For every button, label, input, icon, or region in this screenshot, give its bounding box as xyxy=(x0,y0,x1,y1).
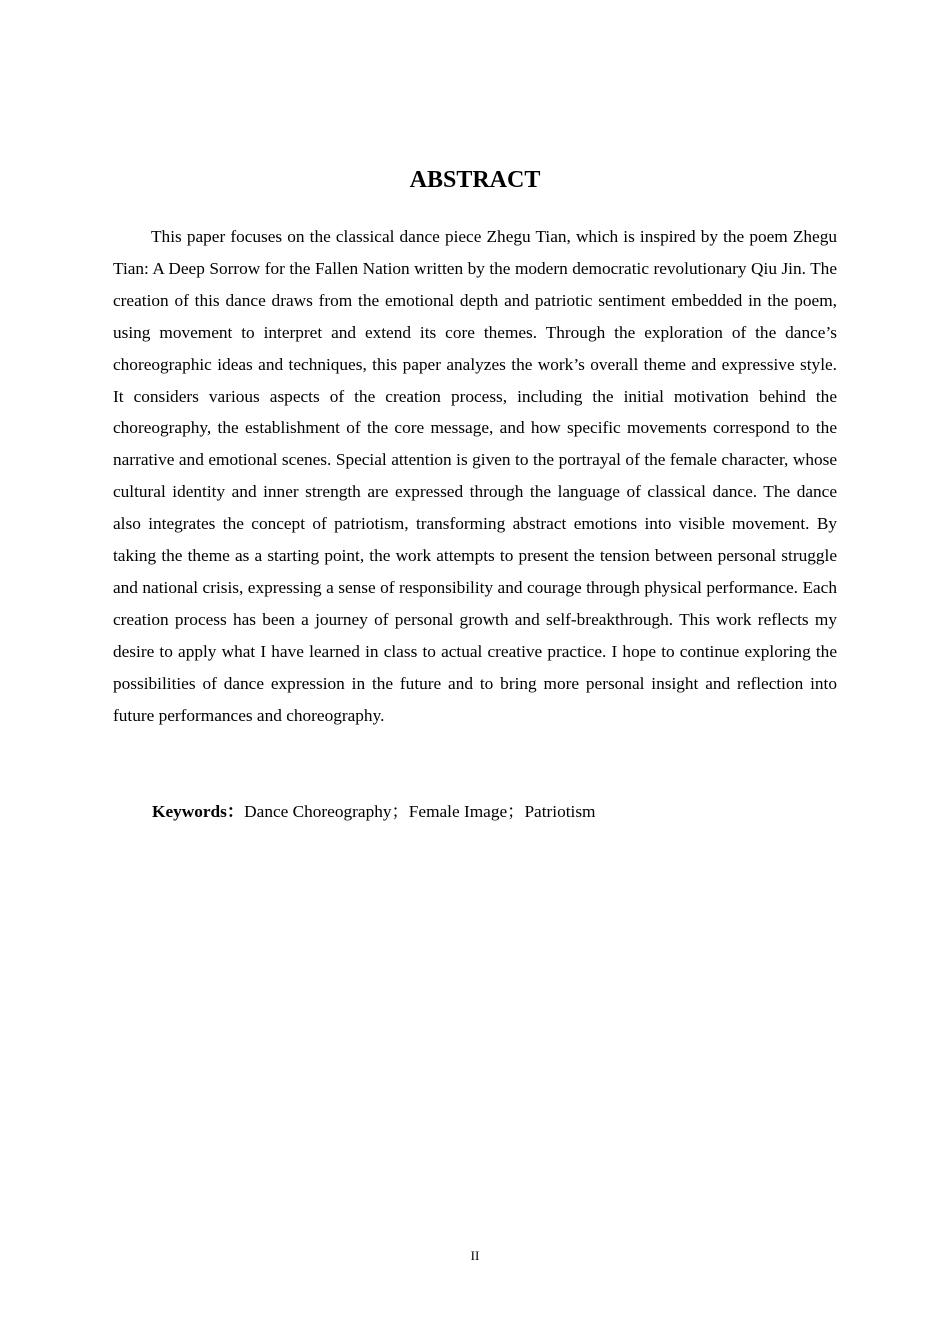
keyword-item: Dance Choreography； xyxy=(244,802,409,821)
page-number: II xyxy=(470,1248,480,1263)
keywords-line xyxy=(152,797,837,827)
keywords-label: Keywords： xyxy=(152,802,245,821)
keyword-item: Female Image； xyxy=(408,802,525,821)
abstract-body: This paper focuses on the classical dance piece Zhegu Tian, which is inspired by the poem Zhegu Tian: A Deep Sorrow for the Fallen Nation written by the modern democratic revolutionary Qiu Jin. The creation of this dance draws from the emotional depth and patriotic sentiment embedded in the poem, using movement to interpret and extend its core themes. Through the exploration of the dance’s choreographic ideas and techniques, this paper analyzes the work’s overall theme and expressive style. It considers various aspects of the creation process, including the initial motivation behind the choreography, the establishment of the core message, and how specific movements correspond to the narrative and emotional scenes. Special attention is given to the portrayal of the female character, whose cultural identity and inner strength are expressed through the language of classical dance. The dance also integrates the concept of patriotism, transforming abstract emotions into visible movement. By taking the theme as a starting point, the work attempts to present the tension between personal struggle and national crisis, expressing a sense of responsibility and courage through physical performance. Each creation process has been a journey of personal growth and self-breakthrough. This work reflects my desire to apply what I have learned in class to actual creative practice. I hope to continue exploring the possibilities of dance expression in the future and to bring more personal insight and reflection into future performances and choreography. xyxy=(113,227,837,725)
page-title: ABSTRACT xyxy=(409,167,541,193)
keyword-item: Patriotism xyxy=(524,802,596,821)
